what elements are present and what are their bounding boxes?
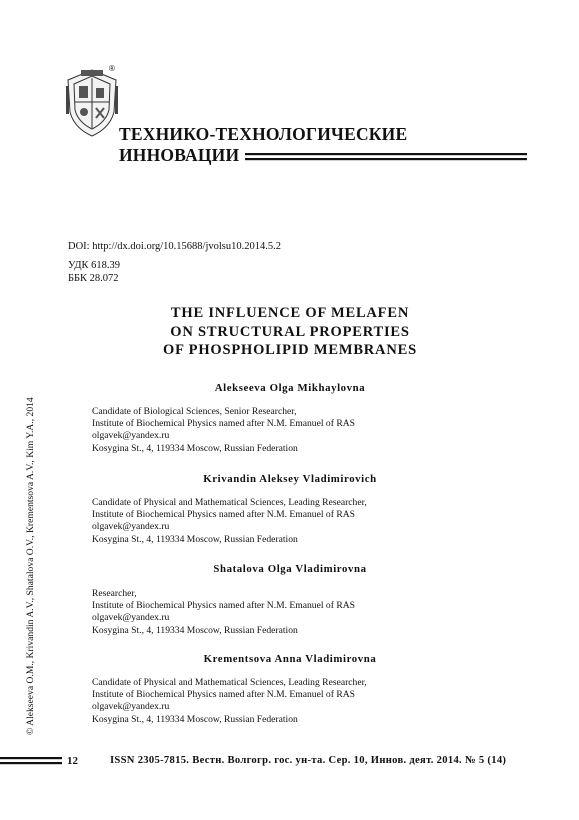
author-email: olgavek@yandex.ru — [92, 701, 170, 713]
author-position: Researcher, — [92, 588, 137, 599]
author-name: Krivandin Aleksey Vladimirovich — [203, 473, 377, 485]
paper-title — [150, 304, 430, 360]
author-affiliation — [92, 497, 367, 546]
author-institute: Institute of Biochemical Physics named after N.M. Emanuel of RAS — [92, 600, 355, 612]
footer-rule — [0, 755, 62, 767]
author-institute: Institute of Biochemical Physics named after N.M. Emanuel of RAS — [92, 509, 355, 521]
author-email: olgavek@yandex.ru — [92, 521, 170, 533]
author-address: Kosygina St., 4, 119334 Moscow, Russian Federation — [92, 624, 298, 636]
author-affiliation — [92, 677, 367, 726]
section-title — [119, 124, 527, 166]
author-name: Shatalova Olga Vladimirovna — [213, 563, 367, 575]
paper-title-line1: THE INFLUENCE OF MELAFEN — [170, 305, 410, 321]
author-affiliation — [92, 406, 355, 455]
paper-title-line2: ON STRUCTURAL PROPERTIES — [170, 323, 410, 340]
author-institute: Institute of Biochemical Physics named after N.M. Emanuel of RAS — [92, 418, 355, 430]
author-email: olgavek@yandex.ru — [92, 430, 170, 442]
section-title-line1: ТЕХНИКО-ТЕХНОЛОГИЧЕСКИЕ — [119, 124, 408, 144]
section-title-line2: ИННОВАЦИИ — [119, 145, 240, 165]
registered-mark: ® — [109, 64, 115, 73]
author-address: Kosygina St., 4, 119334 Moscow, Russian Federation — [92, 713, 298, 725]
author-position: Candidate of Physical and Mathematical Sciences, Leading Researcher, — [92, 497, 367, 508]
author-email: olgavek@yandex.ru — [92, 612, 170, 624]
copyright-notice: © Alekseeva O.M., Krivandin A.V., Shatalova O.V., Krementsova A.V., Kim Y.A., 2014 — [25, 397, 36, 735]
paper-title-line3: OF PHOSPHOLIPID MEMBRANES — [163, 342, 417, 358]
university-crest-logo — [64, 66, 120, 138]
page-number: 12 — [67, 755, 78, 767]
udk-line: УДК 618.39 — [68, 260, 121, 271]
author-position: Candidate of Biological Sciences, Senior Researcher, — [92, 406, 297, 417]
doi-line: DOI: http://dx.doi.org/10.15688/jvolsu10.2014.5.2 — [68, 241, 282, 252]
author-address: Kosygina St., 4, 119334 Moscow, Russian Federation — [92, 533, 298, 545]
author-affiliation — [92, 588, 355, 637]
author-address: Kosygina St., 4, 119334 Moscow, Russian Federation — [92, 442, 298, 454]
author-name: Krementsova Anna Vladimirovna — [203, 653, 377, 665]
author-position: Candidate of Physical and Mathematical Sciences, Leading Researcher, — [92, 677, 367, 688]
journal-citation: ISSN 2305-7815. Вестн. Волгогр. гос. ун-та. Сер. 10, Иннов. деят. 2014. № 5 (14) — [110, 755, 507, 766]
title-double-rule — [245, 152, 527, 162]
author-name: Alekseeva Olga Mikhaylovna — [214, 382, 366, 394]
author-institute: Institute of Biochemical Physics named after N.M. Emanuel of RAS — [92, 689, 355, 701]
bbk-line: ББК 28.072 — [68, 273, 119, 284]
